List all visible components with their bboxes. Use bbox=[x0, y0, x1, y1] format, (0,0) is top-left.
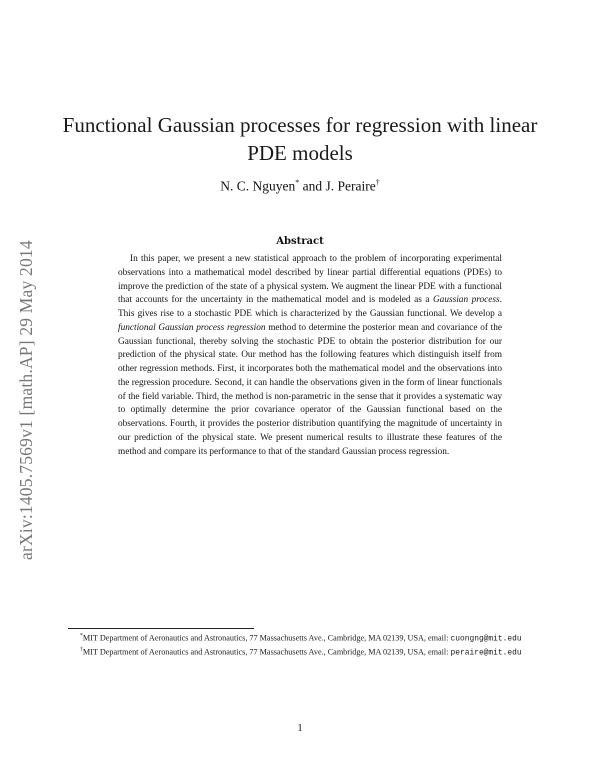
footnote-2-mark: † bbox=[80, 647, 83, 654]
abstract-italic-gaussian-process: Gaussian process bbox=[432, 295, 500, 306]
author-connector: and bbox=[299, 178, 326, 194]
title-line-2: PDE models bbox=[247, 141, 353, 165]
author-list bbox=[40, 178, 560, 195]
footnote-1 bbox=[68, 631, 532, 645]
author-nguyen-footnote-mark[interactable]: * bbox=[295, 178, 300, 187]
arxiv-identifier: arXiv:1405.7569v1 [math.AP] 29 May 2014 bbox=[16, 240, 36, 560]
title-line-1: Functional Gaussian processes for regression with linear bbox=[62, 113, 538, 137]
abstract-heading: Abstract bbox=[276, 236, 324, 247]
footnote-1-mark: * bbox=[80, 633, 83, 639]
abstract-italic-method-name: functional Gaussian process regression bbox=[118, 322, 266, 333]
footnote-1-email-link[interactable]: cuongng@mit.edu bbox=[450, 634, 522, 644]
abstract-text-2: . This gives rise to a stochastic PDE which is characterized by the Gaussian functional. We develop a bbox=[118, 295, 502, 319]
footnote-2 bbox=[68, 645, 532, 659]
footnotes bbox=[68, 631, 532, 660]
footnote-2-text: MIT Department of Aeronautics and Astronautics, 77 Massachusetts Ave., Cambridge, MA 02139, USA, email: bbox=[82, 648, 451, 658]
abstract-text-1: In this paper, we present a new statistical approach to the problem of incorporating experimental observations into a mathematical model described by linear partial differential equations (PDEs) to improve the prediction of the state of a physical system. We augment the linear PDE with a functional that accounts for the uncertainty in the mathematical model and is modeled as a bbox=[118, 254, 502, 306]
footnote-2-email-link[interactable]: peraire@mit.edu bbox=[450, 649, 522, 659]
author-nguyen: N. C. Nguyen bbox=[220, 178, 296, 194]
abstract-body bbox=[118, 253, 502, 459]
abstract-text-3: method to determine the posterior mean and covariance of the Gaussian functional, thereby solving the stochastic PDE to obtain the posterior distribution for our prediction of the physical state. Our method has the following features which distinguish itself from other regression methods. First, it incorporates both the mathematical model and the observations into the regression procedure. Second, it can handle the observations given in the form of linear functionals of the field variable. Third, the method is non-parametric in the sense that it provides a systematic way to optimally determine the prior covariance operator of the Gaussian functional based on the observations. Fourth, it provides the posterior distribution quantifying the magnitude of uncertainty in our prediction of the physical state. We present numerical results to illustrate these features of the method and compare its performance to that of the standard Gaussian process regression. bbox=[118, 322, 502, 457]
author-peraire-footnote-mark[interactable]: † bbox=[375, 178, 380, 187]
footnote-1-text: MIT Department of Aeronautics and Astronautics, 77 Massachusetts Ave., Cambridge, MA 02139, USA, email: bbox=[82, 633, 451, 643]
footnote-rule bbox=[68, 628, 254, 629]
author-peraire: J. Peraire bbox=[325, 178, 376, 194]
paper-title bbox=[40, 111, 560, 167]
page-number: 1 bbox=[297, 723, 303, 734]
